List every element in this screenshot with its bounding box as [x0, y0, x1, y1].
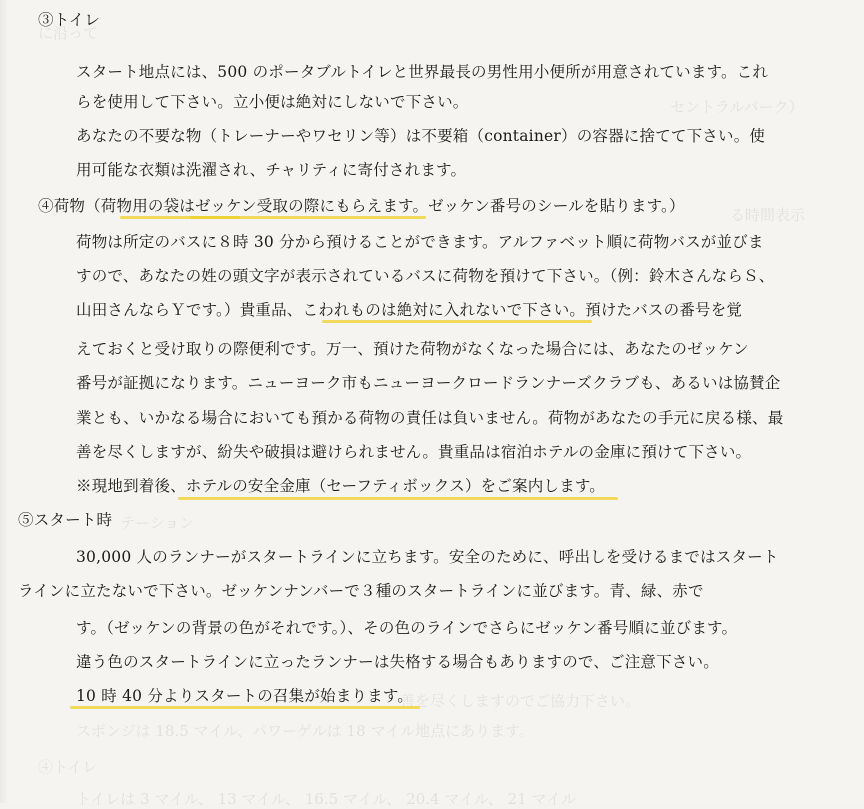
paragraph-line: 業とも、いかなる場合においても預かる荷物の責任は負いません。荷物があなたの手元に戻る様、最	[76, 409, 784, 427]
paragraph-line: 山田さんならＹです。）貴重品、こわれものは絶対に入れないで下さい。預けたバスの番号を覚	[76, 301, 743, 319]
section-heading-baggage: ④荷物（荷物用の袋はゼッケン受取の際にもらえます。ゼッケン番号のシールを貼ります。）	[38, 197, 685, 215]
paragraph-line: 違う色のスタートラインに立ったランナーは失格する場合もありますので、ご注意下さい。	[76, 653, 719, 671]
bleed-through-text: 善を尽くしますのでご協力下さい。	[400, 692, 641, 710]
paragraph-line: らを使用して下さい。立小便は絶対にしないで下さい。	[76, 93, 469, 111]
paragraph-line: えておくと受け取りの際便利です。万一、預けた荷物がなくなった場合には、あなたのゼッケン	[76, 340, 749, 358]
bleed-through-text: る時間表示	[730, 206, 806, 224]
paragraph-line: ラインに立たないで下さい。ゼッケンナンバーで３種のスタートラインに並びます。青、緑、赤で	[18, 582, 704, 600]
highlight-mark	[322, 320, 592, 323]
bleed-through-text: ④トイレ	[38, 758, 98, 776]
bleed-through-text: セントラルパーク）	[670, 98, 804, 116]
paragraph-line: 用可能な衣類は洗濯され、チャリティに寄付されます。	[76, 161, 467, 179]
bleed-through-text: テーション	[120, 514, 195, 532]
bleed-through-text: トイレは 3 マイル、 13 マイル、 16.5 マイル、 20.4 マイル、 21 マイル	[76, 790, 577, 808]
paragraph-line: 荷物は所定のバスに８時 30 分から預けることができます。アルファベット順に荷物バスが並びま	[76, 233, 764, 251]
section-heading-start: ⑤スタート時	[18, 511, 113, 529]
paragraph-line: 30,000 人のランナーがスタートラインに立ちます。安全のために、呼出しを受けるまではスタート	[76, 548, 779, 566]
bleed-through-text: に沿って	[38, 24, 99, 42]
paragraph-line: 善を尽くしますが、紛失や破損は避けられません。貴重品は宿泊ホテルの金庫に預けて下さい。	[76, 443, 752, 461]
paragraph-line: スタート地点には、500 のポータブルトイレと世界最長の男性用小便所が用意されています。これ	[76, 63, 769, 81]
highlight-mark	[70, 706, 420, 709]
paragraph-line: ※現地到着後、ホテルの安全金庫（セーフティボックス）をご案内します。	[76, 477, 605, 495]
paragraph-line: 番号が証拠になります。ニューヨーク市もニューヨークロードランナーズクラブも、あるいは協賛企	[76, 374, 781, 392]
highlight-mark	[190, 216, 426, 219]
bleed-through-text: スポンジは 18.5 マイル、パワーゲルは 18 マイル地点にあります。	[76, 722, 534, 740]
paragraph-line: す。（ゼッケンの背景の色がそれです。）、その色のラインでさらにゼッケン番号順に並びます。	[76, 619, 738, 637]
section-heading-toilet: ③トイレ	[38, 11, 101, 29]
paragraph-line: あなたの不要な物（トレーナーやワセリン等）は不要箱（container）の容器に捨てて下さい。使	[76, 127, 766, 145]
highlight-mark	[178, 497, 618, 500]
paragraph-line: 10 時 40 分よりスタートの召集が始まります。	[76, 687, 413, 705]
paragraph-line: すので、あなたの姓の頭文字が表示されているバスに荷物を預けて下さい。（例：鈴木さんならＳ、	[76, 267, 775, 285]
